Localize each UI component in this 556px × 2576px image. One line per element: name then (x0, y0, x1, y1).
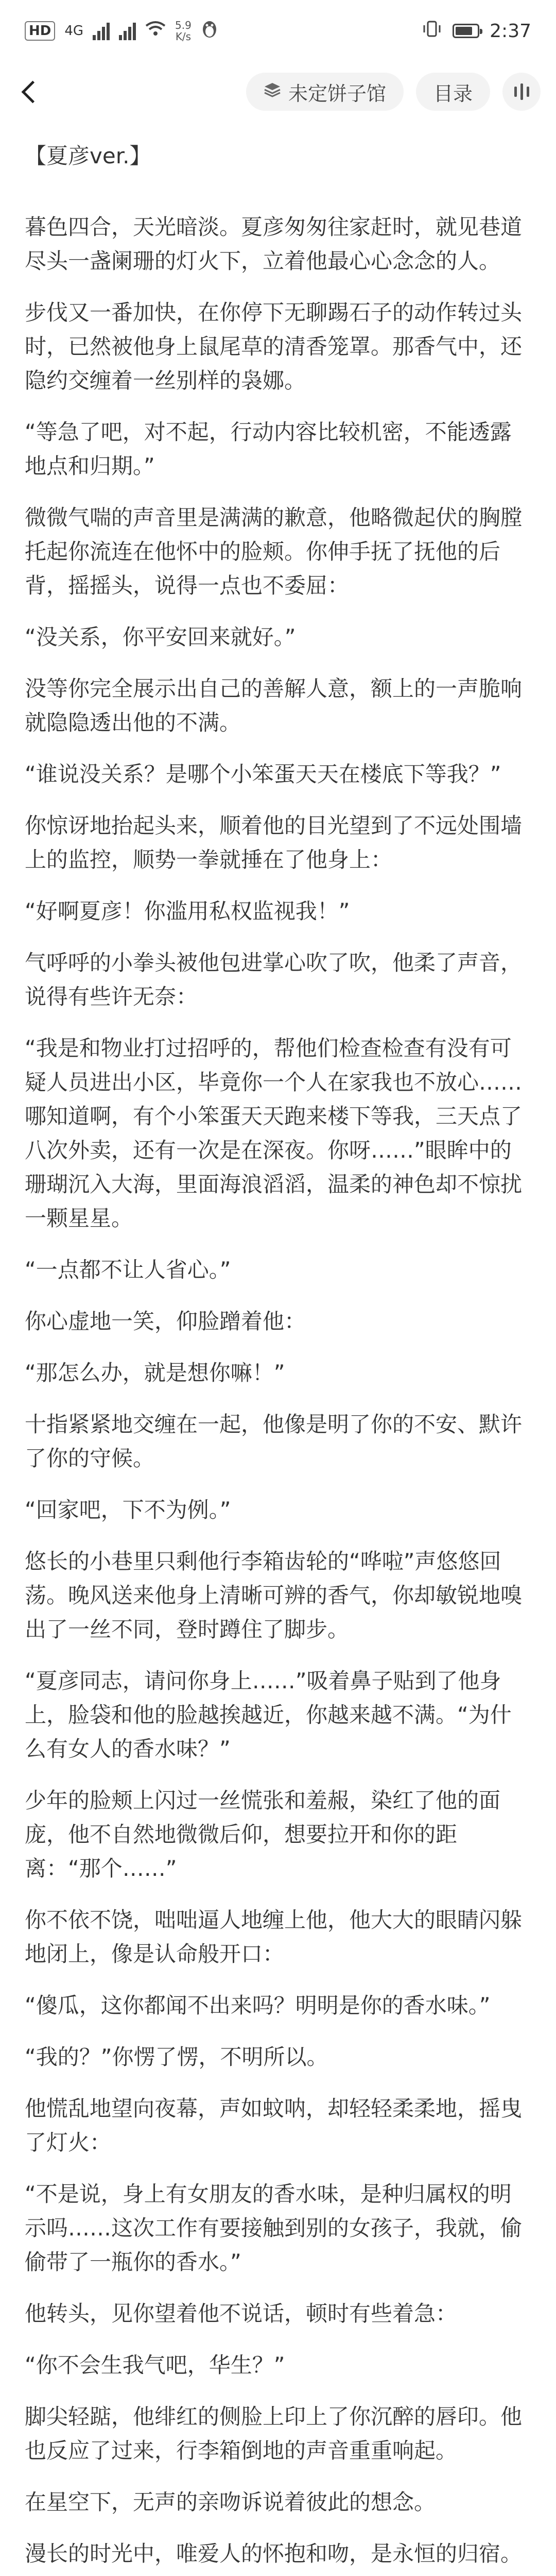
article-paragraph: 暮色四合，天光暗淡。夏彦匆匆往家赶时，就见巷道尽头一盏阑珊的灯火下，立着他最心心念念的人。 (25, 214, 523, 274)
article-paragraph: “夏彦同志，请问你身上……”吸着鼻子贴到了他身上，脸袋和他的脸越挨越近，你越来越不满。“为什么有女人的香水味？” (25, 1668, 512, 1761)
article-paragraph: 他慌乱地望向夜幕，声如蚊呐，却轻轻柔柔地，摇曳了灯火： (25, 2096, 523, 2155)
status-left (25, 19, 218, 43)
network-label: 4G (64, 23, 84, 39)
article-body (25, 139, 531, 2576)
article-paragraph: 你不依不饶，咄咄逼人地缠上他，他大大的眼睛闪躲地闭上，像是认命般开口： (25, 1907, 523, 1967)
article-paragraph: “傻瓜，这你都闻不出来吗？明明是你的香水味。” (25, 1993, 491, 2018)
battery-icon (453, 24, 479, 38)
article-paragraph: 步伐又一番加快，在你停下无聊踢石子的动作转过头时，已然被他身上鼠尾草的清香笼罩。那香气中，还隐约交缠着一丝别样的袅娜。 (25, 300, 523, 393)
article-paragraph: “谁说没关系？是哪个小笨蛋天天在楼底下等我？” (25, 761, 501, 787)
clock: 2:37 (490, 20, 531, 42)
article-paragraph: 没等你完全展示出自己的善解人意，额上的一声脆响就隐隐透出他的不满。 (25, 676, 523, 735)
article-paragraph: 你惊讶地抬起头来，顺着他的目光望到了不远处围墙上的监控，顺势一拳就捶在了他身上： (25, 813, 523, 872)
article-paragraph: “我是和物业打过招呼的，帮他们检查检查有没有可疑人员进出小区，毕竟你一个人在家我也不放心……哪知道啊，有个小笨蛋天天跑来楼下等我，三天点了八次外卖，还有一次是在深夜。你呀……”眼眸中的珊瑚沉入大海，里面海浪滔滔，温柔的神色却不惊扰一颗星星。 (25, 1036, 523, 1231)
article-paragraph: 少年的脸颊上闪过一丝慌张和羞赧，染红了他的面庞，他不自然地微微后仰，想要拉开和你的距离：“那个……” (25, 1788, 501, 1881)
status-right (422, 20, 531, 42)
article-paragraph: “好啊夏彦！你滥用私权监视我！” (25, 899, 350, 924)
article-paragraph: “一点都不让人省心。” (25, 1257, 231, 1282)
article-paragraph: 气呼呼的小拳头被他包进掌心吹了吹，他柔了声音，说得有些许无奈： (25, 950, 523, 1009)
article-title: 【夏彦ver.】 (25, 143, 151, 168)
article-paragraph: 微微气喘的声音里是满满的歉意，他略微起伏的胸膛托起你流连在他怀中的脸颊。你伸手抚了抚他的后背，摇摇头，说得一点也不委屈： (25, 505, 523, 598)
article-paragraph: “不是说，身上有女朋友的香水味，是种归属权的明示吗……这次工作有要接触到别的女孩子，我就，偷偷带了一瓶你的香水。” (25, 2181, 523, 2275)
collection-button-label: 未定饼子馆 (288, 82, 386, 105)
article-paragraph: “没关系，你平安回来就好。” (25, 624, 296, 650)
layers-icon (264, 81, 281, 102)
hd-indicator: HD (25, 21, 55, 41)
top-nav (0, 62, 556, 122)
status-bar (0, 0, 556, 62)
article-paragraph: 他转头，见你望着他不说话，顿时有些着急： (25, 2301, 458, 2326)
article-paragraph: 你心虚地一笑，仰脸蹭着他： (25, 1309, 306, 1334)
collection-button[interactable] (246, 73, 404, 111)
article-paragraph: 脚尖轻踮，他绯红的侧脸上印上了你沉醉的唇印。他也反应了过来，行李箱倒地的声音重重响起。 (25, 2404, 523, 2463)
article-paragraph: “那怎么办，就是想你嘛！” (25, 1360, 285, 1385)
article-paragraph: “你不会生我气吧，华生？” (25, 2352, 285, 2378)
article-paragraph: “等急了吧，对不起，行动内容比较机密，不能透露地点和归期。” (25, 419, 512, 479)
signal-2-icon (119, 22, 136, 40)
vibrate-icon (422, 20, 442, 42)
reader-settings-icon[interactable] (502, 73, 541, 111)
article-paragraph: “我的？”你愣了愣，不明所以。 (25, 2044, 328, 2070)
battery-fill (456, 27, 472, 35)
article-paragraph: 十指紧紧地交缠在一起，他像是明了你的不安、默许了你的守候。 (25, 1412, 523, 1471)
toc-button-label: 目录 (433, 82, 473, 105)
toc-button[interactable] (416, 73, 490, 111)
article-paragraph: 漫长的时光中，唯爱人的怀抱和吻，是永恒的归宿。 (25, 2541, 523, 2566)
back-arrow-icon[interactable] (22, 80, 44, 103)
article-paragraph: 在星空下，无声的亲吻诉说着彼此的想念。 (25, 2489, 436, 2515)
nav-actions (246, 73, 541, 111)
article-paragraph: 悠长的小巷里只剩他行李箱齿轮的“哗啦”声悠悠回荡。晚风送来他身上清晰可辨的香气，你却敏锐地嗅出了一丝不同，登时蹲住了脚步。 (25, 1549, 523, 1642)
net-speed-value: 5.9 (175, 19, 192, 31)
wifi-icon (145, 21, 166, 42)
notification-penguin-icon (201, 19, 218, 43)
net-speed-unit: K/s (175, 30, 192, 43)
signal-icon (93, 22, 110, 40)
net-speed (175, 20, 192, 42)
article-paragraph: “回家吧，下不为例。” (25, 1497, 231, 1522)
